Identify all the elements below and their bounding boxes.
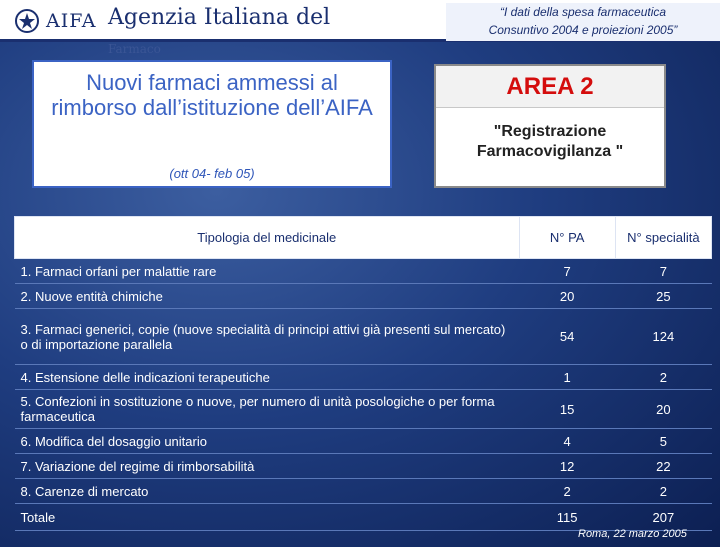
row-label: 4. Estensione delle indicazioni terapeutiche xyxy=(15,365,520,390)
title-box xyxy=(32,60,392,188)
area-box xyxy=(434,64,666,188)
row-label: 3. Farmaci generici, copie (nuove specialità di principi attivi già presenti sul mercato) o di importazione parallela xyxy=(15,309,520,365)
row-label: 2. Nuove entità chimiche xyxy=(15,284,520,309)
table-row xyxy=(15,454,712,479)
row-pa: 7 xyxy=(519,259,615,284)
table-row xyxy=(15,479,712,504)
logo-text: AIFA xyxy=(46,10,97,32)
header xyxy=(0,0,720,42)
row-spec: 25 xyxy=(615,284,711,309)
row-pa: 12 xyxy=(519,454,615,479)
row-label: 8. Carenze di mercato xyxy=(15,479,520,504)
row-label: 7. Variazione del regime di rimborsabilità xyxy=(15,454,520,479)
table-row xyxy=(15,309,712,365)
row-label: 5. Confezioni in sostituzione o nuove, per numero di unità posologiche o per forma farmaceutica xyxy=(15,390,520,429)
row-spec: 124 xyxy=(615,309,711,365)
header-spec: N° specialità xyxy=(615,217,711,259)
table-row xyxy=(15,390,712,429)
row-spec: 2 xyxy=(615,479,711,504)
area-subtitle: "Registrazione Farmacovigilanza " xyxy=(476,123,624,160)
header-quote xyxy=(446,3,720,41)
row-pa: 1 xyxy=(519,365,615,390)
footer-date: Roma, 22 marzo 2005 xyxy=(578,528,687,540)
table-row xyxy=(15,429,712,454)
table-row xyxy=(15,284,712,309)
row-spec: 2 xyxy=(615,365,711,390)
header-pa: N° PA xyxy=(519,217,615,259)
row-label: 6. Modifica del dosaggio unitario xyxy=(15,429,520,454)
row-spec: 22 xyxy=(615,454,711,479)
total-row xyxy=(15,504,712,531)
row-spec: 7 xyxy=(615,259,711,284)
row-pa: 54 xyxy=(519,309,615,365)
row-spec: 5 xyxy=(615,429,711,454)
medicines-table xyxy=(14,216,712,531)
row-pa: 4 xyxy=(519,429,615,454)
row-pa: 15 xyxy=(519,390,615,429)
row-pa: 2 xyxy=(519,479,615,504)
header-type: Tipologia del medicinale xyxy=(15,217,520,259)
area-title: AREA 2 xyxy=(436,66,664,108)
table-row xyxy=(15,365,712,390)
quote-line-1: “I dati della spesa farmaceutica xyxy=(499,5,667,19)
quote-line-2: Consuntivo 2004 e proiezioni 2005” xyxy=(488,23,678,37)
table-row xyxy=(15,259,712,284)
agency-name: Agenzia Italiana del xyxy=(108,5,331,30)
row-label: 1. Farmaci orfani per malattie rare xyxy=(15,259,520,284)
row-spec: 20 xyxy=(615,390,711,429)
aifa-logo xyxy=(14,6,100,36)
total-pa: 115 xyxy=(519,504,615,531)
total-label: Totale xyxy=(15,504,520,531)
total-spec: 207 xyxy=(615,504,711,531)
emblem-icon xyxy=(14,8,40,34)
row-pa: 20 xyxy=(519,284,615,309)
slide-title: Nuovi farmaci ammessi al rimborso dall’istituzione dell’AIFA xyxy=(51,70,373,120)
agency-name-2: Farmaco xyxy=(108,42,161,56)
period-label: (ott 04- feb 05) xyxy=(169,166,255,181)
table-header-row xyxy=(15,217,712,259)
